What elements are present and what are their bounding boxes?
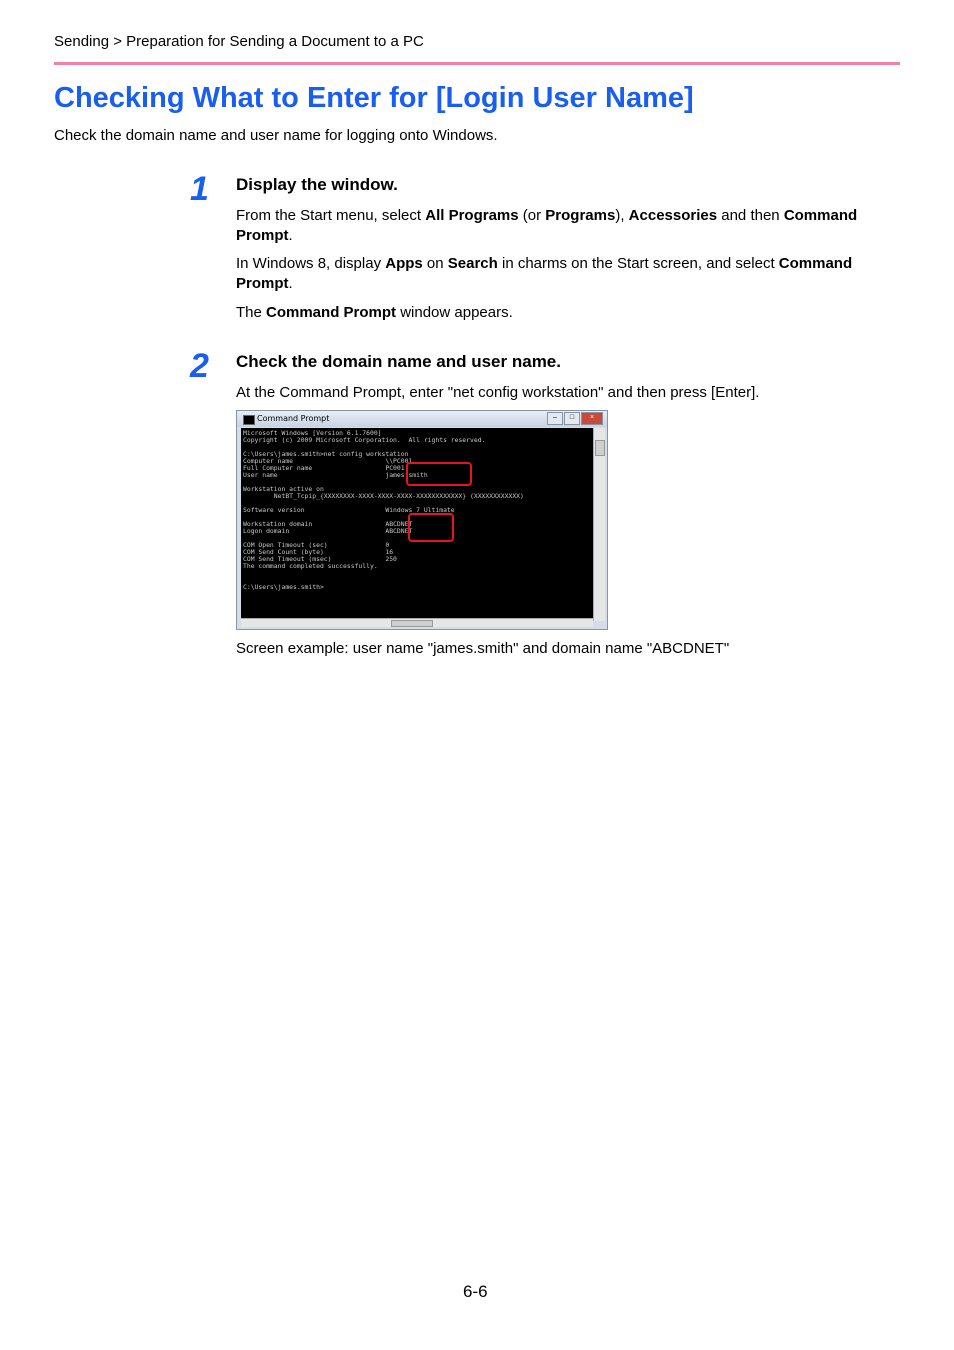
page-number: 6-6	[463, 1282, 488, 1301]
step-1-paragraph-1: From the Start menu, select All Programs (or Programs), Accessories and then Command Prompt.	[236, 207, 858, 244]
minimize-icon: –	[547, 412, 563, 425]
scroll-thumb	[391, 620, 433, 627]
scroll-thumb	[595, 440, 605, 456]
intro-text: Check the domain name and user name for logging onto Windows.	[54, 127, 498, 144]
step-2-title: Check the domain name and user name.	[236, 352, 561, 371]
window-controls	[547, 412, 603, 425]
maximize-icon: □	[564, 412, 580, 425]
user-name-highlight	[406, 462, 472, 486]
step-1-title: Display the window.	[236, 175, 398, 194]
console-output: Microsoft Windows [Version 6.1.7600] Copyright (c) 2009 Microsoft Corporation. All rights reserved. C:\Users\james.smith>net config workstation Computer name \\PC001 Full Computer name PC001 User name james.smith Workstation active on NetBT_Tcpip_{XXXXXXXX-XXXX-XXXX-XXXX-XXXXXXXXXXXX} (XXXXXXXXXXXX) Software version Windows 7 Ultimate Workstation domain ABCDNET Logon domain ABCDNET COM Open Timeout (sec) 0 COM Send Count (byte) 16 COM Send Timeout (msec) 250 The command completed successfully. C:\Users\james.smith>	[243, 429, 524, 591]
window-titlebar	[237, 411, 607, 427]
step-1-paragraph-2: In Windows 8, display Apps on Search in charms on the Start screen, and select Command Prompt.	[236, 255, 853, 292]
step-1-number: 1	[190, 170, 209, 208]
page-title: Checking What to Enter for [Login User Name]	[54, 82, 694, 114]
step-1-paragraph-3: The Command Prompt window appears.	[236, 304, 513, 321]
breadcrumb: Sending > Preparation for Sending a Document to a PC	[54, 33, 424, 50]
window-title: Command Prompt	[257, 414, 330, 423]
screenshot-caption: Screen example: user name "james.smith" and domain name "ABCDNET"	[236, 640, 730, 657]
close-icon: ×	[581, 412, 603, 425]
horizontal-scrollbar	[241, 618, 593, 627]
vertical-scrollbar	[593, 428, 605, 621]
step-2-paragraph-1: At the Command Prompt, enter "net config workstation" and then press [Enter].	[236, 384, 760, 401]
step-2-number: 2	[190, 347, 209, 385]
console-icon	[243, 415, 255, 425]
header-rule	[54, 62, 900, 65]
domain-highlight	[408, 513, 454, 542]
